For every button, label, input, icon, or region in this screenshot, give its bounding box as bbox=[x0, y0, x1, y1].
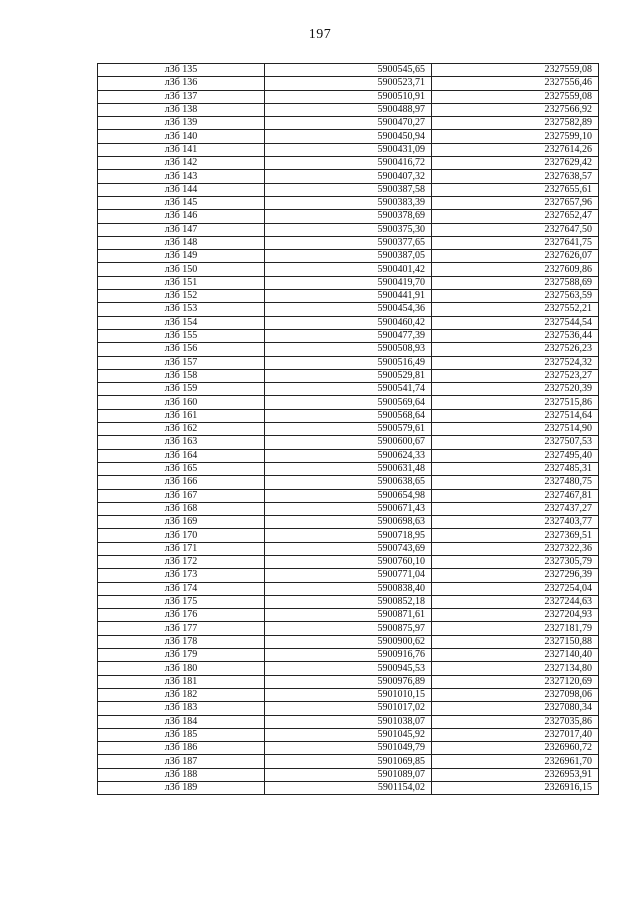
y-coordinate-cell: 2327296,39 bbox=[432, 569, 599, 582]
y-coordinate-cell: 2327599,10 bbox=[432, 130, 599, 143]
point-id-cell: лЗб 151 bbox=[98, 276, 265, 289]
point-id-cell: лЗб 135 bbox=[98, 64, 265, 77]
y-coordinate-cell: 2327403,77 bbox=[432, 516, 599, 529]
x-coordinate-cell: 5900387,58 bbox=[265, 183, 432, 196]
x-coordinate-cell: 5901089,07 bbox=[265, 768, 432, 781]
point-id-cell: лЗб 160 bbox=[98, 396, 265, 409]
page-number: 197 bbox=[308, 27, 332, 42]
x-coordinate-cell: 5900916,76 bbox=[265, 649, 432, 662]
x-coordinate-cell: 5900545,65 bbox=[265, 64, 432, 77]
point-id-cell: лЗб 157 bbox=[98, 356, 265, 369]
point-id-cell: лЗб 177 bbox=[98, 622, 265, 635]
table-row bbox=[98, 143, 599, 156]
x-coordinate-cell: 5900375,30 bbox=[265, 223, 432, 236]
table-row bbox=[98, 755, 599, 768]
y-coordinate-cell: 2327641,75 bbox=[432, 236, 599, 249]
table-row bbox=[98, 462, 599, 475]
y-coordinate-cell: 2327514,90 bbox=[432, 423, 599, 436]
x-coordinate-cell: 5900654,98 bbox=[265, 489, 432, 502]
y-coordinate-cell: 2327526,23 bbox=[432, 343, 599, 356]
x-coordinate-cell: 5900871,61 bbox=[265, 609, 432, 622]
table-row bbox=[98, 595, 599, 608]
y-coordinate-cell: 2327140,40 bbox=[432, 649, 599, 662]
x-coordinate-cell: 5900568,64 bbox=[265, 409, 432, 422]
table-row bbox=[98, 649, 599, 662]
table-row bbox=[98, 423, 599, 436]
point-id-cell: лЗб 153 bbox=[98, 303, 265, 316]
table-row bbox=[98, 476, 599, 489]
x-coordinate-cell: 5901069,85 bbox=[265, 755, 432, 768]
y-coordinate-cell: 2327559,08 bbox=[432, 64, 599, 77]
x-coordinate-cell: 5901038,07 bbox=[265, 715, 432, 728]
point-id-cell: лЗб 172 bbox=[98, 555, 265, 568]
x-coordinate-cell: 5900516,49 bbox=[265, 356, 432, 369]
y-coordinate-cell: 2327181,79 bbox=[432, 622, 599, 635]
point-id-cell: лЗб 136 bbox=[98, 77, 265, 90]
point-id-cell: лЗб 180 bbox=[98, 662, 265, 675]
table-row bbox=[98, 675, 599, 688]
table-row bbox=[98, 702, 599, 715]
point-id-cell: лЗб 187 bbox=[98, 755, 265, 768]
x-coordinate-cell: 5900510,91 bbox=[265, 90, 432, 103]
table-row bbox=[98, 210, 599, 223]
x-coordinate-cell: 5900760,10 bbox=[265, 555, 432, 568]
table-row bbox=[98, 516, 599, 529]
point-id-cell: лЗб 184 bbox=[98, 715, 265, 728]
x-coordinate-cell: 5900541,74 bbox=[265, 383, 432, 396]
table-row bbox=[98, 582, 599, 595]
table-row bbox=[98, 356, 599, 369]
x-coordinate-cell: 5900875,97 bbox=[265, 622, 432, 635]
table-row bbox=[98, 103, 599, 116]
point-id-cell: лЗб 167 bbox=[98, 489, 265, 502]
y-coordinate-cell: 2327626,07 bbox=[432, 250, 599, 263]
coordinates-table bbox=[97, 63, 599, 795]
x-coordinate-cell: 5901017,02 bbox=[265, 702, 432, 715]
table-row bbox=[98, 343, 599, 356]
y-coordinate-cell: 2327609,86 bbox=[432, 263, 599, 276]
table-row bbox=[98, 622, 599, 635]
table-row bbox=[98, 290, 599, 303]
table-row bbox=[98, 688, 599, 701]
point-id-cell: лЗб 168 bbox=[98, 502, 265, 515]
x-coordinate-cell: 5900460,42 bbox=[265, 316, 432, 329]
x-coordinate-cell: 5901010,15 bbox=[265, 688, 432, 701]
x-coordinate-cell: 5900416,72 bbox=[265, 157, 432, 170]
y-coordinate-cell: 2327507,53 bbox=[432, 436, 599, 449]
point-id-cell: лЗб 159 bbox=[98, 383, 265, 396]
point-id-cell: лЗб 138 bbox=[98, 103, 265, 116]
y-coordinate-cell: 2327655,61 bbox=[432, 183, 599, 196]
x-coordinate-cell: 5900529,81 bbox=[265, 369, 432, 382]
y-coordinate-cell: 2327559,08 bbox=[432, 90, 599, 103]
y-coordinate-cell: 2327120,69 bbox=[432, 675, 599, 688]
point-id-cell: лЗб 163 bbox=[98, 436, 265, 449]
point-id-cell: лЗб 185 bbox=[98, 728, 265, 741]
x-coordinate-cell: 5900454,36 bbox=[265, 303, 432, 316]
table-row bbox=[98, 768, 599, 781]
x-coordinate-cell: 5900407,32 bbox=[265, 170, 432, 183]
table-row bbox=[98, 223, 599, 236]
y-coordinate-cell: 2327150,88 bbox=[432, 635, 599, 648]
x-coordinate-cell: 5901045,92 bbox=[265, 728, 432, 741]
table-row bbox=[98, 303, 599, 316]
y-coordinate-cell: 2327647,50 bbox=[432, 223, 599, 236]
point-id-cell: лЗб 142 bbox=[98, 157, 265, 170]
x-coordinate-cell: 5901154,02 bbox=[265, 782, 432, 795]
y-coordinate-cell: 2327629,42 bbox=[432, 157, 599, 170]
x-coordinate-cell: 5901049,79 bbox=[265, 742, 432, 755]
y-coordinate-cell: 2327556,46 bbox=[432, 77, 599, 90]
x-coordinate-cell: 5900624,33 bbox=[265, 449, 432, 462]
table-row bbox=[98, 117, 599, 130]
x-coordinate-cell: 5900945,53 bbox=[265, 662, 432, 675]
table-row bbox=[98, 728, 599, 741]
y-coordinate-cell: 2327520,39 bbox=[432, 383, 599, 396]
point-id-cell: лЗб 152 bbox=[98, 290, 265, 303]
x-coordinate-cell: 5900401,42 bbox=[265, 263, 432, 276]
point-id-cell: лЗб 164 bbox=[98, 449, 265, 462]
y-coordinate-cell: 2326961,70 bbox=[432, 755, 599, 768]
y-coordinate-cell: 2327485,31 bbox=[432, 462, 599, 475]
y-coordinate-cell: 2327544,54 bbox=[432, 316, 599, 329]
x-coordinate-cell: 5900383,39 bbox=[265, 196, 432, 209]
point-id-cell: лЗб 143 bbox=[98, 170, 265, 183]
point-id-cell: лЗб 158 bbox=[98, 369, 265, 382]
x-coordinate-cell: 5900638,65 bbox=[265, 476, 432, 489]
point-id-cell: лЗб 183 bbox=[98, 702, 265, 715]
y-coordinate-cell: 2327134,80 bbox=[432, 662, 599, 675]
table-row bbox=[98, 196, 599, 209]
y-coordinate-cell: 2327515,86 bbox=[432, 396, 599, 409]
y-coordinate-cell: 2327523,27 bbox=[432, 369, 599, 382]
x-coordinate-cell: 5900378,69 bbox=[265, 210, 432, 223]
y-coordinate-cell: 2327098,06 bbox=[432, 688, 599, 701]
point-id-cell: лЗб 162 bbox=[98, 423, 265, 436]
y-coordinate-cell: 2327437,27 bbox=[432, 502, 599, 515]
x-coordinate-cell: 5900470,27 bbox=[265, 117, 432, 130]
table-row bbox=[98, 449, 599, 462]
point-id-cell: лЗб 181 bbox=[98, 675, 265, 688]
table-row bbox=[98, 635, 599, 648]
x-coordinate-cell: 5900900,62 bbox=[265, 635, 432, 648]
table-row bbox=[98, 742, 599, 755]
point-id-cell: лЗб 155 bbox=[98, 329, 265, 342]
point-id-cell: лЗб 146 bbox=[98, 210, 265, 223]
point-id-cell: лЗб 174 bbox=[98, 582, 265, 595]
table-row bbox=[98, 569, 599, 582]
y-coordinate-cell: 2327035,86 bbox=[432, 715, 599, 728]
table-row bbox=[98, 529, 599, 542]
x-coordinate-cell: 5900450,94 bbox=[265, 130, 432, 143]
x-coordinate-cell: 5900579,61 bbox=[265, 423, 432, 436]
table-row bbox=[98, 316, 599, 329]
point-id-cell: лЗб 176 bbox=[98, 609, 265, 622]
point-id-cell: лЗб 178 bbox=[98, 635, 265, 648]
y-coordinate-cell: 2327563,59 bbox=[432, 290, 599, 303]
point-id-cell: лЗб 154 bbox=[98, 316, 265, 329]
table-row bbox=[98, 183, 599, 196]
table-row bbox=[98, 130, 599, 143]
table-row bbox=[98, 782, 599, 795]
table-row bbox=[98, 276, 599, 289]
point-id-cell: лЗб 166 bbox=[98, 476, 265, 489]
y-coordinate-cell: 2327652,47 bbox=[432, 210, 599, 223]
point-id-cell: лЗб 188 bbox=[98, 768, 265, 781]
x-coordinate-cell: 5900600,67 bbox=[265, 436, 432, 449]
point-id-cell: лЗб 161 bbox=[98, 409, 265, 422]
x-coordinate-cell: 5900743,69 bbox=[265, 542, 432, 555]
point-id-cell: лЗб 169 bbox=[98, 516, 265, 529]
table-row bbox=[98, 662, 599, 675]
x-coordinate-cell: 5900477,39 bbox=[265, 329, 432, 342]
y-coordinate-cell: 2327467,81 bbox=[432, 489, 599, 502]
y-coordinate-cell: 2327080,34 bbox=[432, 702, 599, 715]
table-row bbox=[98, 383, 599, 396]
y-coordinate-cell: 2327638,57 bbox=[432, 170, 599, 183]
y-coordinate-cell: 2327536,44 bbox=[432, 329, 599, 342]
table-row bbox=[98, 263, 599, 276]
point-id-cell: лЗб 182 bbox=[98, 688, 265, 701]
x-coordinate-cell: 5900419,70 bbox=[265, 276, 432, 289]
x-coordinate-cell: 5900387,05 bbox=[265, 250, 432, 263]
y-coordinate-cell: 2326953,91 bbox=[432, 768, 599, 781]
point-id-cell: лЗб 149 bbox=[98, 250, 265, 263]
point-id-cell: лЗб 175 bbox=[98, 595, 265, 608]
table-row bbox=[98, 715, 599, 728]
y-coordinate-cell: 2327017,40 bbox=[432, 728, 599, 741]
point-id-cell: лЗб 156 bbox=[98, 343, 265, 356]
y-coordinate-cell: 2327552,21 bbox=[432, 303, 599, 316]
x-coordinate-cell: 5900441,91 bbox=[265, 290, 432, 303]
point-id-cell: лЗб 139 bbox=[98, 117, 265, 130]
point-id-cell: лЗб 171 bbox=[98, 542, 265, 555]
table-row bbox=[98, 329, 599, 342]
table-row bbox=[98, 170, 599, 183]
point-id-cell: лЗб 141 bbox=[98, 143, 265, 156]
y-coordinate-cell: 2327657,96 bbox=[432, 196, 599, 209]
point-id-cell: лЗб 170 bbox=[98, 529, 265, 542]
table-row bbox=[98, 250, 599, 263]
table-row bbox=[98, 396, 599, 409]
point-id-cell: лЗб 189 bbox=[98, 782, 265, 795]
table-row bbox=[98, 64, 599, 77]
y-coordinate-cell: 2326960,72 bbox=[432, 742, 599, 755]
x-coordinate-cell: 5900838,40 bbox=[265, 582, 432, 595]
point-id-cell: лЗб 140 bbox=[98, 130, 265, 143]
x-coordinate-cell: 5900852,18 bbox=[265, 595, 432, 608]
table-row bbox=[98, 157, 599, 170]
point-id-cell: лЗб 145 bbox=[98, 196, 265, 209]
y-coordinate-cell: 2327566,92 bbox=[432, 103, 599, 116]
x-coordinate-cell: 5900431,09 bbox=[265, 143, 432, 156]
x-coordinate-cell: 5900771,04 bbox=[265, 569, 432, 582]
y-coordinate-cell: 2327369,51 bbox=[432, 529, 599, 542]
x-coordinate-cell: 5900488,97 bbox=[265, 103, 432, 116]
x-coordinate-cell: 5900671,43 bbox=[265, 502, 432, 515]
table-row bbox=[98, 236, 599, 249]
point-id-cell: лЗб 137 bbox=[98, 90, 265, 103]
point-id-cell: лЗб 179 bbox=[98, 649, 265, 662]
y-coordinate-cell: 2327524,32 bbox=[432, 356, 599, 369]
y-coordinate-cell: 2327588,69 bbox=[432, 276, 599, 289]
point-id-cell: лЗб 148 bbox=[98, 236, 265, 249]
y-coordinate-cell: 2327495,40 bbox=[432, 449, 599, 462]
table-row bbox=[98, 502, 599, 515]
point-id-cell: лЗб 165 bbox=[98, 462, 265, 475]
y-coordinate-cell: 2327254,04 bbox=[432, 582, 599, 595]
x-coordinate-cell: 5900523,71 bbox=[265, 77, 432, 90]
y-coordinate-cell: 2327244,63 bbox=[432, 595, 599, 608]
point-id-cell: лЗб 147 bbox=[98, 223, 265, 236]
x-coordinate-cell: 5900698,63 bbox=[265, 516, 432, 529]
table-row bbox=[98, 409, 599, 422]
point-id-cell: лЗб 173 bbox=[98, 569, 265, 582]
table-row bbox=[98, 489, 599, 502]
point-id-cell: лЗб 150 bbox=[98, 263, 265, 276]
y-coordinate-cell: 2327480,75 bbox=[432, 476, 599, 489]
table-row bbox=[98, 555, 599, 568]
table-row bbox=[98, 77, 599, 90]
y-coordinate-cell: 2327614,26 bbox=[432, 143, 599, 156]
x-coordinate-cell: 5900508,93 bbox=[265, 343, 432, 356]
y-coordinate-cell: 2327305,79 bbox=[432, 555, 599, 568]
y-coordinate-cell: 2327514,64 bbox=[432, 409, 599, 422]
x-coordinate-cell: 5900718,95 bbox=[265, 529, 432, 542]
y-coordinate-cell: 2327204,93 bbox=[432, 609, 599, 622]
table-row bbox=[98, 436, 599, 449]
x-coordinate-cell: 5900631,48 bbox=[265, 462, 432, 475]
y-coordinate-cell: 2326916,15 bbox=[432, 782, 599, 795]
table-row bbox=[98, 542, 599, 555]
table-row bbox=[98, 369, 599, 382]
table-row bbox=[98, 90, 599, 103]
x-coordinate-cell: 5900569,64 bbox=[265, 396, 432, 409]
point-id-cell: лЗб 186 bbox=[98, 742, 265, 755]
table-row bbox=[98, 609, 599, 622]
x-coordinate-cell: 5900377,65 bbox=[265, 236, 432, 249]
x-coordinate-cell: 5900976,89 bbox=[265, 675, 432, 688]
coordinates-table-body bbox=[98, 64, 599, 795]
y-coordinate-cell: 2327322,36 bbox=[432, 542, 599, 555]
y-coordinate-cell: 2327582,89 bbox=[432, 117, 599, 130]
point-id-cell: лЗб 144 bbox=[98, 183, 265, 196]
